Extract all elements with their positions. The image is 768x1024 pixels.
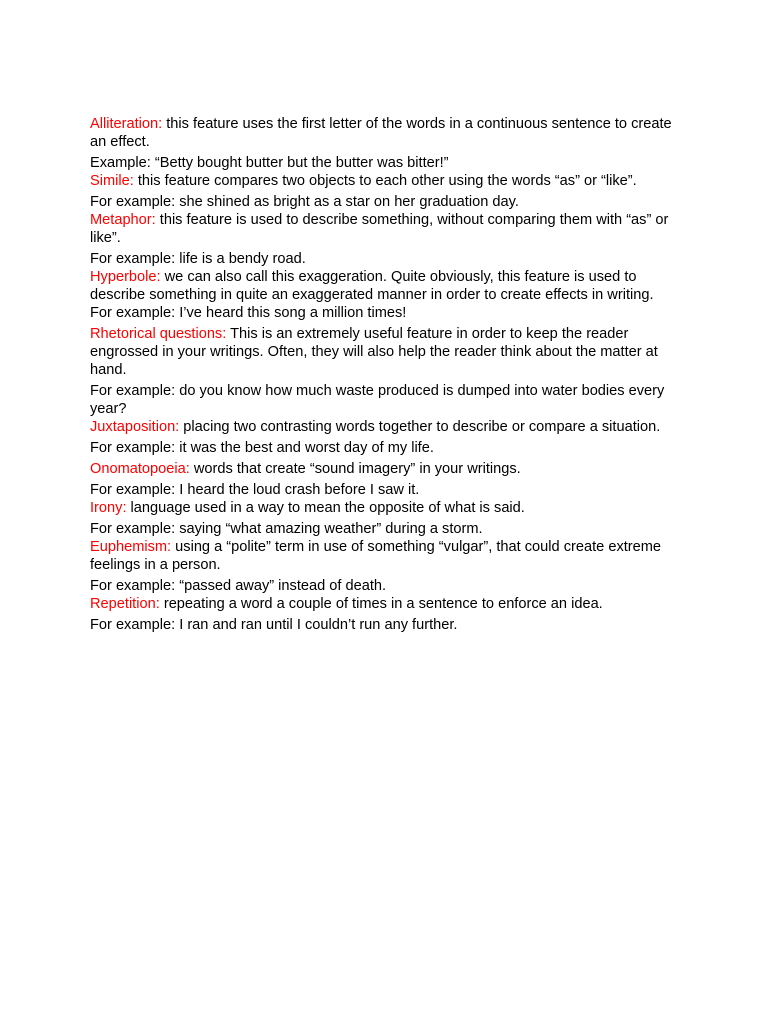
example-hyperbole: For example: I’ve heard this song a million times! <box>90 305 407 321</box>
example-irony: For example: saying “what amazing weather” during a storm. <box>90 521 483 537</box>
example-metaphor: For example: life is a bendy road. <box>90 251 306 267</box>
definition-alliteration <box>90 115 682 151</box>
definition-text: This is an extremely useful feature in order to keep the reader engrossed in your writings. Often, they will also help the reader think about the matter at hand. <box>90 326 658 378</box>
definition-euphemism <box>90 538 682 574</box>
document-page <box>90 115 682 634</box>
definition-repetition <box>90 595 682 613</box>
term-simile: Simile: <box>90 173 134 189</box>
example-alliteration: Example: “Betty bought butter but the butter was bitter!” <box>90 155 449 171</box>
term-metaphor: Metaphor: <box>90 212 156 228</box>
definition-text: repeating a word a couple of times in a sentence to enforce an idea. <box>159 596 603 612</box>
definition-text: this feature uses the first letter of the words in a continuous sentence to create an effect. <box>90 116 672 150</box>
definition-irony <box>90 499 682 517</box>
definition-metaphor <box>90 211 682 247</box>
example-euphemism: For example: “passed away” instead of death. <box>90 578 387 594</box>
term-juxtaposition: Juxtaposition: <box>90 419 180 435</box>
definition-text: placing two contrasting words together to describe or compare a situation. <box>179 419 661 435</box>
example-repetition: For example: I ran and ran until I couldn’t run any further. <box>90 617 458 633</box>
term-euphemism: Euphemism: <box>90 539 172 555</box>
definition-text: this feature compares two objects to each other using the words “as” or “like”. <box>133 173 637 189</box>
example-rhetorical-questions: For example: do you know how much waste produced is dumped into water bodies every year? <box>90 383 665 417</box>
definition-hyperbole <box>90 268 682 304</box>
example-onomatopoeia: For example: I heard the loud crash before I saw it. <box>90 482 420 498</box>
definition-rhetorical-questions <box>90 325 682 379</box>
term-rhetorical-questions: Rhetorical questions: <box>90 326 227 342</box>
definition-text: using a “polite” term in use of something “vulgar”, that could create extreme feelings in a person. <box>90 539 662 573</box>
definition-text: we can also call this exaggeration. Quite obviously, this feature is used to describe something in quite an exaggerated manner in order to create effects in writing. <box>90 269 654 303</box>
definition-simile <box>90 172 682 190</box>
definition-text: this feature is used to describe something, without comparing them with “as” or like”. <box>90 212 669 246</box>
term-repetition: Repetition: <box>90 596 160 612</box>
definition-juxtaposition <box>90 418 682 436</box>
example-simile: For example: she shined as bright as a star on her graduation day. <box>90 194 519 210</box>
example-juxtaposition: For example: it was the best and worst day of my life. <box>90 440 434 456</box>
definition-text: words that create “sound imagery” in your writings. <box>189 461 521 477</box>
term-irony: Irony: <box>90 500 127 516</box>
definition-onomatopoeia <box>90 460 682 478</box>
term-onomatopoeia: Onomatopoeia: <box>90 461 190 477</box>
term-hyperbole: Hyperbole: <box>90 269 161 285</box>
term-alliteration: Alliteration: <box>90 116 163 132</box>
definition-text: language used in a way to mean the opposite of what is said. <box>126 500 525 516</box>
